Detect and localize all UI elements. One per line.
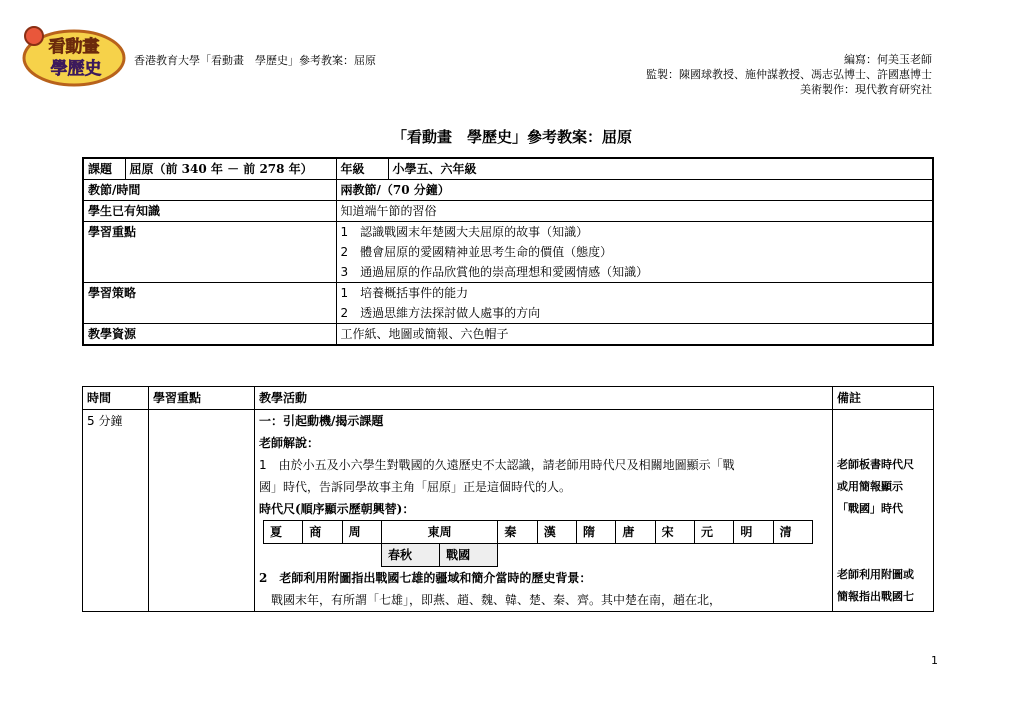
- col-header-time: 時間: [83, 387, 149, 410]
- period-value: 兩教節/（70 分鐘）: [336, 180, 933, 201]
- dynasty-cell: 唐: [616, 521, 655, 544]
- para1-line1: 1 由於小五及小六學生對戰國的久遠歷史不太認識，請老師用時代尺及相關地圖顯示「戰: [259, 458, 735, 472]
- focus-item: 2 體會屈原的愛國精神並思考生命的價值（態度）: [340, 245, 613, 259]
- grade-label: 年級: [336, 158, 388, 180]
- dynasty-cell: 宋: [655, 521, 694, 544]
- prior-label: 學生已有知識: [83, 201, 336, 222]
- resource-value: 工作紙、地圖或簡報、六色帽子: [336, 324, 933, 346]
- strategy-item: 2 透過思維方法探討做人處事的方向: [340, 306, 541, 320]
- col-header-notes: 備註: [833, 387, 934, 410]
- resource-row: [83, 324, 933, 346]
- focus-list: [336, 222, 933, 283]
- col-header-activity: 教學活動: [255, 387, 833, 410]
- time-cell: 5 分鐘: [83, 410, 149, 612]
- dynasty-cell: 隋: [577, 521, 616, 544]
- focus-row: [83, 222, 933, 283]
- dynasty-cell: 明: [734, 521, 773, 544]
- teacher-label: 老師解說：: [259, 436, 320, 450]
- plan-header-row: [83, 387, 934, 410]
- timeline-label: 時代尺(順序顯示歷朝興替)：: [259, 502, 415, 516]
- dynasty-cell: 漢: [537, 521, 576, 544]
- dynasty-cell: 商: [303, 521, 342, 544]
- prior-row: [83, 201, 933, 222]
- strategy-row: [83, 283, 933, 324]
- dynasty-cell: 周: [342, 521, 381, 544]
- sub-period-cell: 春秋: [381, 544, 439, 567]
- timeline-spacer: [498, 544, 773, 567]
- dynasty-cell: 夏: [264, 521, 303, 544]
- document-title: 「看動畫 學歷史」參考教案：屈原: [391, 128, 632, 146]
- col-header-focus: 學習重點: [149, 387, 255, 410]
- timeline-sub-row: [264, 544, 813, 567]
- logo-line-2: 學歷史: [50, 59, 102, 79]
- credit-art: 美術製作：現代教育研究社: [800, 83, 932, 96]
- topic-value: 屈原（前 340 年 － 前 278 年）: [125, 158, 336, 180]
- grade-value: 小學五、六年級: [388, 158, 933, 180]
- notes-cell: [833, 410, 934, 612]
- dynasty-cell: 清: [773, 521, 812, 544]
- topic-label: 課題: [83, 158, 125, 180]
- header-credits: [646, 52, 932, 97]
- note-line: 或用簡報顯示: [837, 480, 903, 493]
- resource-label: 教學資源: [83, 324, 336, 346]
- dynasty-timeline: [263, 520, 813, 567]
- prior-value: 知道端午節的習俗: [336, 201, 933, 222]
- note-line: 「戰國」時代: [837, 502, 903, 515]
- note-line: 老師板書時代尺: [837, 458, 914, 471]
- focus-cell: [149, 410, 255, 612]
- credit-writer: 編寫：何美玉老師: [844, 53, 932, 66]
- logo-line-1: 看動畫: [48, 37, 100, 57]
- timeline-spacer: [264, 544, 382, 567]
- note-line: 簡報指出戰國七: [837, 590, 914, 603]
- credit-supervisors: 監製：陳國球教授、施仲謀教授、馮志弘博士、許國惠博士: [646, 68, 932, 81]
- lesson-info-table: [82, 157, 934, 346]
- para2-title: 2 老師利用附圖指出戰國七雄的疆域和簡介當時的歷史背景：: [259, 571, 592, 585]
- period-label: 教節/時間: [83, 180, 336, 201]
- topic-row: [83, 158, 933, 180]
- focus-item: 3 通過屈原的作品欣賞他的崇高理想和愛國情感（知識）: [340, 265, 649, 279]
- sub-period-cell: 戰國: [440, 544, 498, 567]
- strategy-label: 學習策略: [83, 283, 336, 324]
- lesson-plan-table: [82, 386, 934, 612]
- para1-line2: 國」時代，告訴同學故事主角「屈原」正是這個時代的人。: [259, 480, 572, 494]
- focus-item: 1 認識戰國末年楚國大夫屈原的故事（知識）: [340, 225, 589, 239]
- section-title: 一：引起動機/揭示課題: [259, 414, 384, 428]
- dynasty-cell: 秦: [498, 521, 537, 544]
- dynasty-cell: 元: [695, 521, 734, 544]
- dynasty-cell: 東周: [381, 521, 497, 544]
- plan-row: [83, 410, 934, 612]
- strategy-item: 1 培養概括事件的能力: [340, 286, 469, 300]
- focus-label: 學習重點: [83, 222, 336, 283]
- timeline-main-row: [264, 521, 813, 544]
- strategy-list: [336, 283, 933, 324]
- para2-line: 戰國末年，有所謂「七雄」，即燕、趙、魏、韓、楚、秦、齊。其中楚在南，趙在北，: [259, 593, 722, 607]
- activity-cell: [255, 410, 833, 612]
- page-number: 1: [931, 654, 938, 667]
- note-line: 老師利用附圖或: [837, 568, 914, 581]
- logo: [20, 22, 128, 88]
- period-row: [83, 180, 933, 201]
- header-left: 香港教育大學「看動畫 學歷史」參考教案：屈原: [134, 54, 376, 67]
